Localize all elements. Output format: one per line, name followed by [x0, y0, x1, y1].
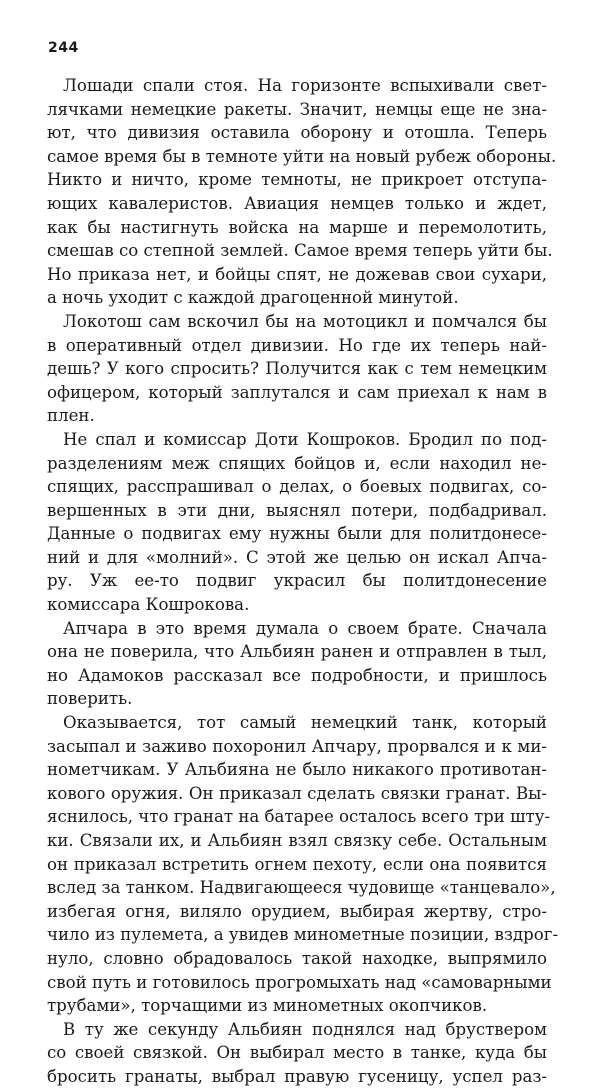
paragraph — [47, 617, 547, 711]
text-line: плен. — [47, 406, 95, 426]
body-text — [47, 74, 559, 1089]
text-line: она не поверила, что Альбиян ранен и отправлен в тыл, — [47, 642, 547, 662]
text-line: он приказал встретить огнем пехоту, если она появится — [47, 854, 547, 874]
text-line: нуло, словно обрадовалось такой находке, выпрямило — [47, 948, 547, 968]
text-line: Никто и ничто, кроме темноты, не прикроет отступа- — [47, 170, 547, 190]
text-line: Апчара в это время думала о своем брате. Сначала — [63, 618, 547, 638]
page-number: 244 — [48, 40, 79, 56]
text-line: Лошади спали стоя. На горизонте вспыхивали свет- — [63, 76, 547, 95]
text-line: Локотош сам вскочил бы на мотоцикл и помчался бы — [63, 311, 547, 331]
text-line: ру. Уж ее-то подвиг украсил бы политдонесение — [47, 571, 547, 591]
text-line: вершенных в эти дни, выяснял потери, подбадривал. — [47, 500, 547, 520]
text-line: со своей связкой. Он выбирал место в танке, куда бы — [47, 1043, 547, 1063]
paragraph — [47, 310, 547, 428]
text-line: Но приказа нет, и бойцы спят, не дожевав свои сухари, — [47, 264, 547, 284]
text-line: дешь? У кого спросить? Получится как с тем немецким — [47, 359, 547, 379]
text-line: лячками немецкие ракеты. Значит, немцы еще не зна- — [47, 99, 547, 119]
text-line: засыпал и заживо похоронил Апчару, прорвался и к ми- — [47, 736, 547, 756]
text-line: кового оружия. Он приказал сделать связки гранат. Вы- — [47, 783, 547, 803]
text-line: а ночь уходит с каждой драгоценной минутой. — [47, 288, 459, 308]
text-line: Оказывается, тот самый немецкий танк, который — [63, 713, 547, 733]
text-line: смешав со степной землей. Самое время теперь уйти бы. — [47, 241, 553, 261]
text-line: самое время бы в темноте уйти на новый рубеж обороны. — [47, 146, 557, 166]
text-line: В ту же секунду Альбиян поднялся над бруствером — [63, 1019, 547, 1039]
text-line: ки. Связали их, и Альбиян взял связку себе. Остальным — [47, 831, 547, 850]
text-line: ют, что дивизия оставила оборону и отошла. Теперь — [47, 123, 547, 143]
text-line: спящих, расспрашивал о делах, о боевых подвигах, со- — [47, 477, 547, 497]
text-line: как бы настигнуть войска на марше и перемолотить, — [47, 217, 547, 237]
text-line: бросить гранаты, выбрал правую гусеницу, успел раз- — [47, 1066, 547, 1086]
text-line: свой путь и готовилось прогромыхать над «самоварными — [47, 972, 552, 992]
text-line: разделениям меж спящих бойцов и, если находил не- — [47, 453, 547, 473]
text-line: трубами», торчащими из минометных окопчиков. — [47, 996, 488, 1016]
text-line: Не спал и комиссар Доти Кошроков. Бродил по под- — [63, 429, 547, 449]
paragraph — [47, 1018, 547, 1089]
text-line: избегая огня, виляло орудием, выбирая жертву, стро- — [47, 901, 547, 921]
text-line: поверить. — [47, 689, 133, 709]
text-line: вслед за танком. Надвигающееся чудовище «танцевало», — [47, 878, 556, 898]
text-line: Данные о подвигах ему нужны были для политдонесе- — [47, 524, 547, 544]
text-line: комиссара Кошрокова. — [47, 595, 250, 615]
text-line: ющих кавалеристов. Авиация немцев только и ждет, — [47, 193, 547, 213]
text-line: в оперативный отдел дивизии. Но где их теперь най- — [47, 335, 547, 355]
text-line: ний и для «молний». С этой же целью он искал Апча- — [47, 547, 547, 567]
text-line: офицером, который заплутался и сам приехал к нам в — [47, 382, 547, 402]
paragraph — [47, 711, 559, 1018]
paragraph — [47, 74, 557, 310]
paragraph — [47, 428, 547, 617]
text-line: но Адамоков рассказал все подробности, и пришлось — [47, 665, 547, 685]
text-line: яснилось, что гранат на батарее осталось всего три шту- — [47, 807, 551, 827]
text-line: нометчикам. У Альбияна не было никакого противотан- — [47, 760, 547, 780]
text-line: чило из пулемета, а увидев минометные позиции, вздрог- — [47, 925, 559, 945]
